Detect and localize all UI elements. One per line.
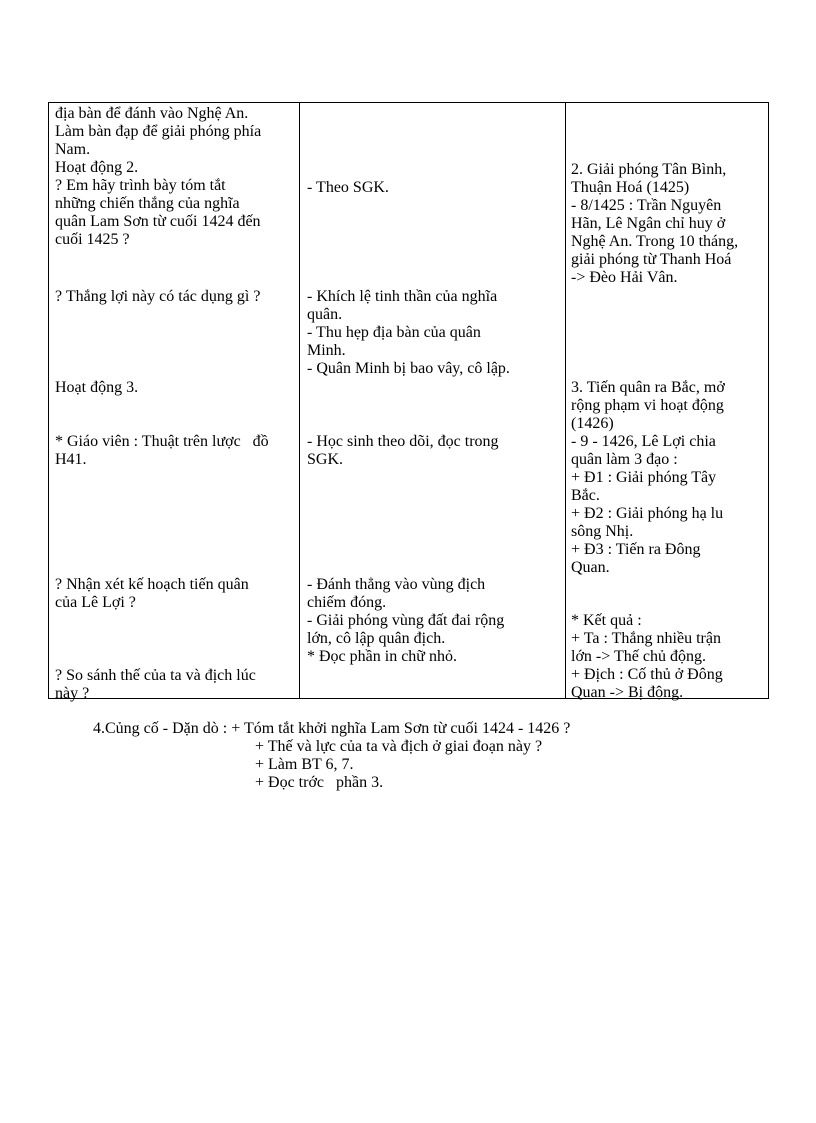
col1-block-question-effect: ? Thắng lợi này có tác dụng gì ? xyxy=(55,288,261,305)
summary-line-4: + Đọc trớc phần 3. xyxy=(255,774,384,791)
col1-block-question-compare: ? So sánh thế của ta và địch lúc này ? xyxy=(55,667,256,702)
column-divider-1 xyxy=(299,103,300,698)
col1-block-teacher: * Giáo viên : Thuật trên lược đồ H41. xyxy=(55,433,269,468)
column-divider-2 xyxy=(565,103,566,698)
col3-block-ket-qua: * Kết quả : + Ta : Thắng nhiều trận lớn -> Thế chủ động. + Địch : Cố thủ ở Đông Quan -> Bị động. xyxy=(571,612,723,701)
summary-line-3: + Làm BT 6, 7. xyxy=(255,756,354,773)
col3-block-tien-quan: 3. Tiến quân ra Bắc, mở rộng phạm vi hoạt động (1426) - 9 - 1426, Lê Lợi chia quân làm 3 đạo : + Đ1 : Giải phóng Tây Bắc. + Đ2 : Giải phóng hạ lu sông Nhị. + Đ3 : Tiến ra Đông Quan. xyxy=(571,379,725,576)
col1-block-question-plan: ? Nhận xét kế hoạch tiến quân của Lê Lợi ? xyxy=(55,576,249,611)
col2-block-theo-sgk: - Theo SGK. xyxy=(307,179,389,196)
col1-block-activity3: Hoạt động 3. xyxy=(55,379,139,396)
summary-line-2: + Thế và lực của ta và địch ở giai đoạn này ? xyxy=(255,738,543,755)
lesson-table xyxy=(48,102,769,702)
col2-block-effects: - Khích lệ tinh thần của nghĩa quân. - Thu hẹp địa bàn của quân Minh. - Quân Minh bị bao vây, cô lập. xyxy=(307,288,510,377)
col2-block-students: - Học sinh theo dõi, đọc trong SGK. xyxy=(307,433,499,468)
col1-block-intro: địa bàn để đánh vào Nghệ An. Làm bàn đạp để giải phóng phía Nam. Hoạt động 2. ? Em hãy trình bày tóm tắt những chiến thắng của nghĩa quân Lam Sơn từ cuối 1424 đến cuối 1425 ? xyxy=(55,105,262,248)
col2-block-plan: - Đánh thẳng vào vùng địch chiếm đóng. - Giải phóng vùng đất đai rộng lớn, cô lập quân địch. * Đọc phần in chữ nhỏ. xyxy=(307,576,505,665)
summary-line-1: 4.Củng cố - Dặn dò : + Tóm tắt khởi nghĩa Lam Sơn từ cuối 1424 - 1426 ? xyxy=(93,720,571,737)
col3-block-tan-binh: 2. Giải phóng Tân Bình, Thuận Hoá (1425) - 8/1425 : Trần Nguyên Hãn, Lê Ngân chỉ huy ở Nghệ An. Trong 10 tháng, giải phóng từ Thanh Hoá -> Đèo Hải Vân. xyxy=(571,161,739,286)
